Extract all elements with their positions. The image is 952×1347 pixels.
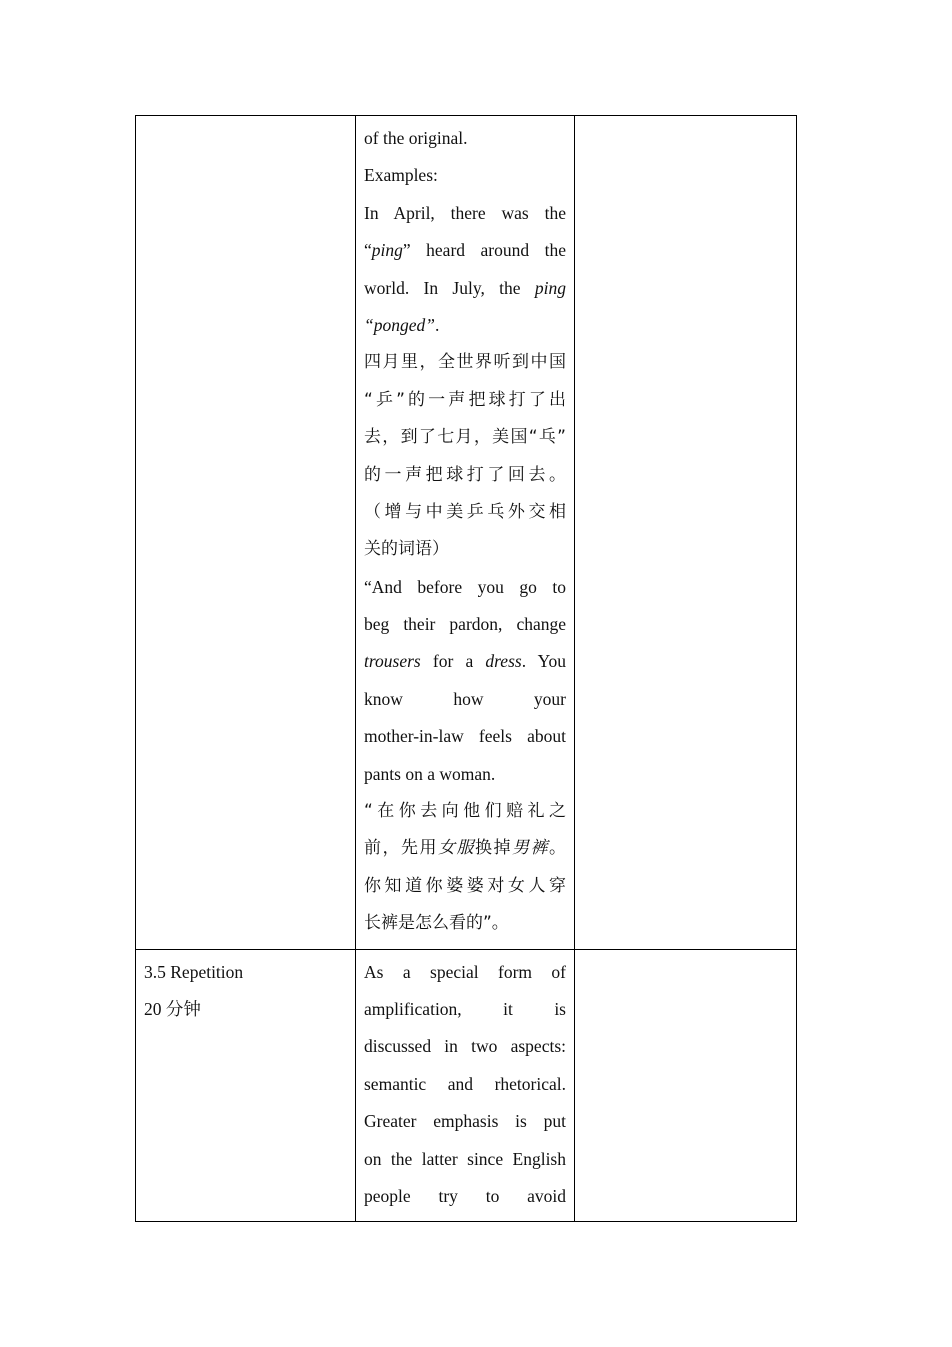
text-line: 你知道你婆婆对女人穿	[364, 875, 566, 896]
text-line: world. In July, the ping	[364, 277, 566, 298]
section-title: 3.5 Repetition	[144, 961, 244, 982]
text-line: “And before you go to	[364, 576, 566, 597]
content-cell	[356, 949, 575, 1222]
text-line: discussed in two aspects:	[364, 1036, 566, 1057]
topic-cell	[136, 116, 356, 950]
italic-word-nanku: 男裤	[512, 838, 549, 859]
text-line: （增与中美乒乓外交相	[364, 501, 566, 522]
text-line: Greater emphasis is put	[364, 1111, 566, 1132]
italic-word-ping: ping	[534, 277, 566, 298]
text-line: on the latter since English	[364, 1148, 566, 1169]
text-line: 长裤是怎么看的”。	[364, 913, 509, 934]
text-line: 前，先用女服换掉男裤。	[364, 838, 566, 859]
topic-cell	[136, 949, 356, 1222]
text-line: Examples:	[364, 165, 438, 186]
text-line: semantic and rhetorical.	[364, 1073, 566, 1094]
italic-word-dress: dress	[485, 651, 522, 672]
lesson-table	[135, 115, 797, 1222]
notes-cell	[575, 116, 797, 950]
text-line: As a special form of	[364, 961, 566, 982]
text-line: trousers for a dress. You	[364, 651, 566, 672]
italic-word-ping: ping	[371, 240, 403, 261]
text-line: 的一声把球打了回去。	[364, 464, 566, 485]
italic-word-trousers: trousers	[364, 651, 421, 672]
italic-word-ponged: “ponged”	[364, 314, 435, 335]
text-line: mother-in-law feels about	[364, 726, 566, 747]
text-line: “ponged”.	[364, 314, 440, 335]
text-line: “乒”的一声把球打了出	[364, 389, 566, 410]
text-line: know how your	[364, 688, 566, 709]
text-line: “ping” heard around the	[364, 240, 566, 261]
text-line: 去，到了七月，美国“乓”	[364, 427, 566, 448]
text-line: beg their pardon, change	[364, 614, 566, 635]
text-line: 四月里，全世界听到中国	[364, 352, 566, 373]
text-line: pants on a woman.	[364, 763, 496, 784]
notes-cell	[575, 949, 797, 1222]
text-line: “在你去向他们赔礼之	[364, 801, 566, 822]
section-duration: 20 分钟	[144, 998, 201, 1019]
text-line: people try to avoid	[364, 1185, 566, 1206]
text-line: In April, there was the	[364, 202, 566, 223]
table-row	[136, 949, 797, 1222]
table-row	[136, 116, 797, 950]
text-line: 关的词语）	[364, 539, 449, 560]
italic-word-nvfu: 女服	[438, 838, 475, 859]
content-cell	[356, 116, 575, 950]
text-line: of the original.	[364, 128, 468, 148]
text-line: amplification, it is	[364, 998, 566, 1019]
